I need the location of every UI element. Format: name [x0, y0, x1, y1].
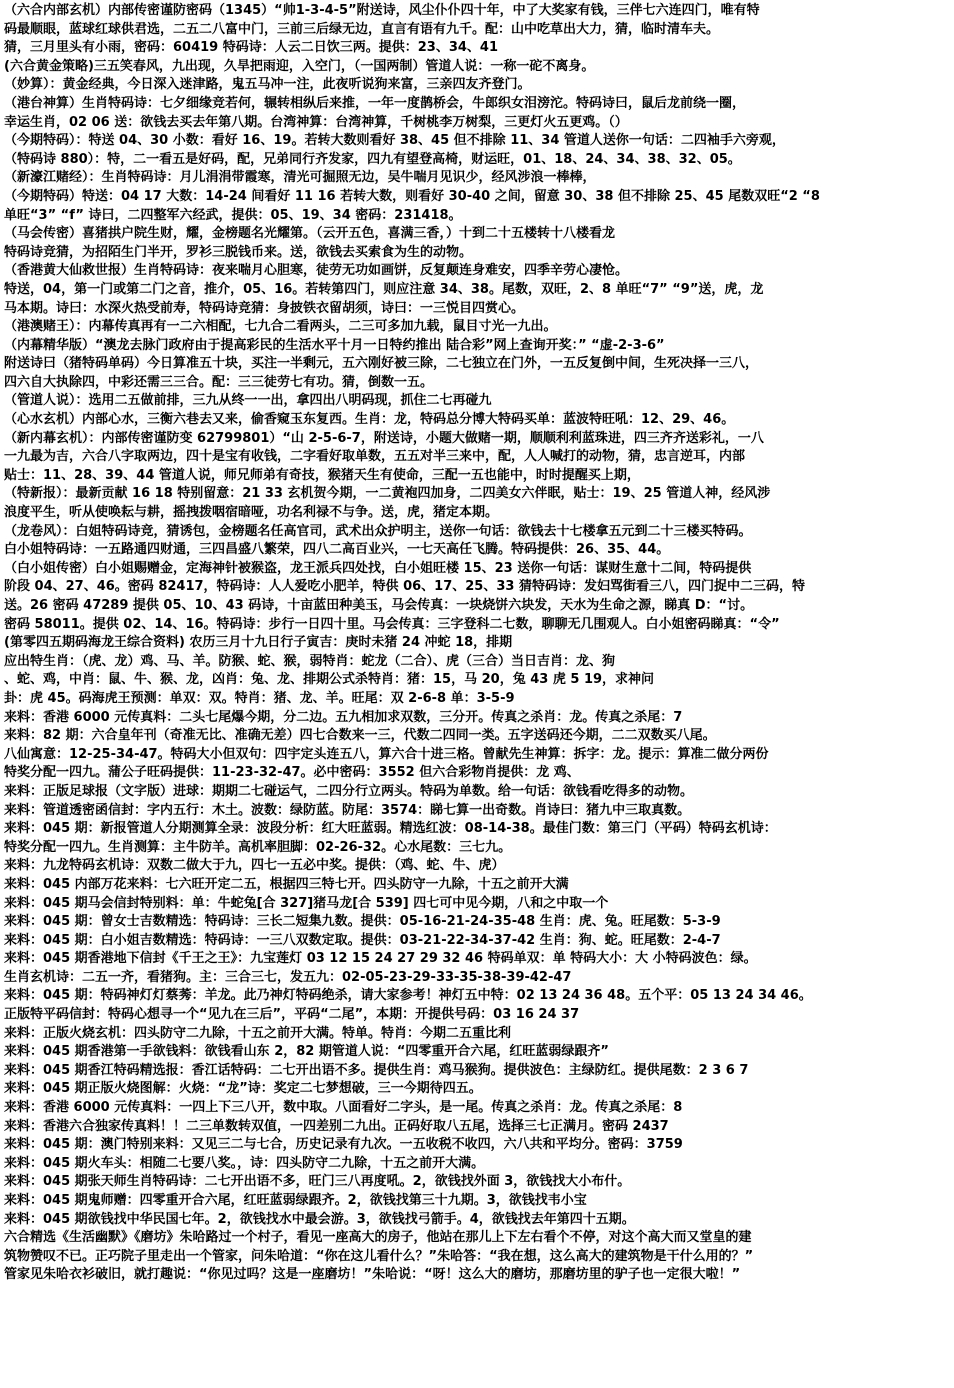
text-line: 六合精选《生活幽默》《磨坊》朱哈路过一个村子，看见一座高大的房子，他站在那儿上下左右看个不停，对这个高大而又堂皇的建	[4, 1230, 752, 1246]
text-line: 来料：045 期马会信封特别料：单：牛蛇兔[合 327]猪马龙[合 539] 四七可中见今期，八和之中取一个	[4, 895, 609, 911]
text-line: 特码诗竞猜，为招陌生门半开，罗衫三脱钱币来。送，欲钱去买索食为生的动物。	[4, 244, 473, 260]
text-line: 特送，04，第一门或第二门之音，推介，05、16。若转第四门，则应注意 34、38。尾数，双旺，2、8 单旺“7” “9”送，虎，龙	[4, 281, 764, 297]
document-page	[4, 2, 950, 1386]
text-line: (六合黄金策略)三五笑春风，九出现，久旱把雨迎，入空门，（一国两制）管道人说：一称一砣不离身。	[4, 58, 595, 74]
text-line: 来料：045 期张天师生肖特码诗：二七开出语不多，旺门三八再度吼。2，欲钱找外面 3，欲钱找大小布什。	[4, 1174, 631, 1190]
text-line: 附送诗曰（猪特码单码）今日算准五十块，买注一半剩元，五六刚好被三除，二七独立在门外，一五反复倒中间，生死决择一三八，	[4, 356, 759, 372]
text-line: 来料：正版足球报（文字版）进球：期期二七碰运气，二四分行立两头。特码为单数。给一句话：欲钱看吃得多的动物。	[4, 783, 694, 799]
text-line: 来料：82 期：六合皇年刊（奇准无比、准确无差）四七合数来一三，代数二四同一类。五字送码还今期，二二双数买八尾。	[4, 728, 716, 744]
text-line: 来料：045 期香江特码精选报：香江话特码：二七开出语不多。提供生肖：鸡马猴狗。提供波色：主绿防红。提供尾数：2 3 6 7	[4, 1062, 749, 1078]
text-line: 阶段 04、27、46。密码 82417，特码诗：人人爱吃小肥羊，特供 06、17、25、33 猜特码诗：发妇骂街看三八，四门捉中二三码，特	[4, 579, 805, 595]
text-line: 浪度平生，听从使唤耘与耕，摇拽拨咽宿暗哑，功名利禄不与争。送，虎，猪定本期。	[4, 505, 499, 521]
text-line	[4, 1285, 950, 1304]
text-line: 特奖分配一四九。生肖测算：主牛防羊。高机率胆脚：02-26-32。心水尾数：三七九。	[4, 839, 512, 855]
text-line: 四六自大执除四，中彩还需三三合。配：三三徒劳七有功。猜，倒数一五。	[4, 374, 434, 390]
text-line: （白小姐传密）白小姐赐赠金，定海神针被猴盗，龙王派兵四处找，白小姐旺楼 15、23 送你一句话：谋财生意十二间，特码提供	[4, 560, 752, 576]
text-line: 来料：045 期：曾女士吉数精选：特码诗：三长二短集九数。提供：05-16-21-24-35-48 生肖：虎、兔。旺尾数：5-3-9	[4, 914, 721, 930]
text-line: 密码 58011。提供 02、14、16。特码诗：步行一日四十里。马会传真：三字登科二七数，聊聊无几围观人。白小姐密码睇真：“令”	[4, 616, 780, 632]
text-line: （今期特码）特送：04 17 大数：14-24 间看好 11 16 若转大数，则看好 30-40 之间，留意 30、38 但不排除 25、45 尾数双旺“2 “8	[4, 188, 820, 204]
text-line: 筑物赞叹不已。正巧院子里走出一个管家，问朱哈道：“你在这儿看什么？”朱哈答：“我在想，这么高大的建筑物是干什么用的？”	[4, 1248, 754, 1264]
text-line: （香港黄大仙救世报）生肖特码诗：夜来喘月心胆寒，徒劳无功如画饼，反复颠连身难安，四季辛劳心凄怆。	[4, 263, 629, 279]
text-line: 来料：045 期：新报管道人分期测算全录：波段分析：红大旺蓝弱。精选红波：08-14-38。最佳门数：第三门（平码）特码玄机诗：	[4, 821, 777, 837]
text-line: （新内幕玄机）：内部传密谨防变 62799801）“山 2-5-6-7，附送诗，小题大做赌一期，顺顺利利蓝珠进，四三齐齐送彩礼，一八	[4, 430, 764, 446]
text-line: 来料：香港六合独家传真料！！二三单数转双值，一四差别二九出。正码好取八五尾，选择三七正满月。密码 2437	[4, 1118, 669, 1134]
text-line: （六合内部玄机）内部传密谨防密码（1345）“帅1-3-4-5”附送诗，风尘仆仆四十年，中了大奖家有钱，三伴七六连四门，唯有特	[4, 3, 760, 18]
text-line: 来料：045 期正版火烧图解：火烧：“龙”诗：奖定二七梦想破，三一今期待四五。	[4, 1081, 482, 1097]
text-line: 幸运生肖，02 06 送：欲钱去买去年第八期。台湾神算：台湾神算，千树桃李万树梨，三更灯火五更鸡。（）	[4, 114, 628, 130]
text-line: （港台神算）生肖特码诗：七夕细缘竞若何，辗转相纵后来推，一年一度鹊桥会，牛郎织女泪滂沱。特码诗曰，鼠后龙前绕一圈，	[4, 95, 746, 111]
text-line: （马会传密）喜猪拱户院生财，耀，金榜题名光耀第。（云开五色，喜满三香，）十到二十五楼转十八楼看龙	[4, 226, 616, 242]
text-line: 马本期。诗曰：水深火热受前寿，特码诗竞猜：身披铁衣留胡须，诗曰：一三悦目四赏心。	[4, 300, 525, 316]
text-line: 一九最为吉，六合八字取两边，四十是宝有收钱，二字看好取单数，五五对半三来中，配，人人喊打的动物，猜，忠言逆耳，内部	[4, 449, 746, 465]
text-line: 来料：045 期火车头：相随二七要八奖。，诗：四头防守二九除，十五之前开大满。	[4, 1155, 485, 1171]
text-line: 单旺“3” “f” 诗曰，二四整军六经武，提供：05、19、34 密码：231418。	[4, 207, 462, 223]
text-line: （新濠江赌经）：生肖特码诗：月儿涓涓带霞寒，清光可掘照无边，吴牛喘月见识少，经风涉浪一棒棒，	[4, 170, 596, 186]
text-line: （特码诗 880）：特，二一看五是好码，配，兄弟同行齐发家，四九有望登高椅，财运旺，01、18、24、34、38、32、05。	[4, 151, 741, 167]
text-line: （心水玄机）内部心水，三衡六巷去又来，偷香窥玉东复西。生肖：龙，特码总分博大特码买单：蓝波特旺吼：12、29、46。	[4, 412, 735, 428]
text-line: （港澳赌王）：内幕传真再有一二六相配，七九合二看两头，二三可多加九载，鼠目寸光一九出。	[4, 319, 557, 335]
text-line: （龙卷风）：白姐特码诗竞，猜诱包，金榜题名任高官司，武术出众护明主，送你一句话：欲钱去十七楼拿五元到二十三楼买特码。	[4, 523, 752, 539]
text-line: 应出特生肖：（虎、龙）鸡、马、羊。防猴、蛇、猴，弱特肖：蛇龙（二合）、虎（三合）当日吉肖：龙、狗	[4, 653, 616, 669]
text-line: 送。26 密码 47289 提供 05、10、43 码诗，十亩蓝田种美玉，马会传真：一块烧饼六块发，天水为生命之源，睇真 D：“讨。	[4, 598, 754, 613]
text-line: 管家见朱哈衣衫破旧，就打趣说：“你见过吗？这是一座磨坊！”朱哈说：“呀！这么大的磨坊，那磨坊里的驴子也一定很大啦！”	[4, 1267, 741, 1283]
text-line: 来料：045 期欲钱找中华民国七年。2，欲钱找水中最会游。3，欲钱找弓箭手。4，欲钱找去年第四十五期。	[4, 1211, 635, 1227]
text-line: 白小姐特码诗：一五路通四财通，三四昌盛八繁荣，四八二高百业兴，一七天高任飞腾。特码提供：26、35、44。	[4, 542, 670, 558]
text-line: (第零四五期码海龙王综合资料) 农历三月十九日行子寅吉：庚时未猪 24 冲蛇 18，排期	[4, 635, 513, 651]
text-line: 来料：045 期鬼师赠：四零重开合六尾，红旺蓝弱绿跟齐。2，欲钱找第三十九期。3，欲钱找韦小宝	[4, 1193, 587, 1208]
text-line: 来料：香港 6000 元传真料：一四上下三八开，数中取。八面看好二字头，是一尾。传真之杀肖：龙。传真之杀尾：8	[4, 1100, 683, 1116]
text-line: 来料：045 期：白小姐吉数精选：特码诗：一三八双数定取。提供：03-21-22-34-37-42 生肖：狗、蛇。旺尾数：2-4-7	[4, 932, 721, 948]
text-line: 来料：正版火烧玄机：四头防守二九除，十五之前开大满。特单。特肖：今期二五重比利	[4, 1025, 512, 1041]
text-line: 来料：045 期香港地下信封《千王之王》：九宝莲灯 03 12 15 24 27 29 32 46 特码单双：单 特码大小：大 小特码波色：绿。	[4, 951, 757, 967]
text-line: （内幕精华版）“澳龙去脉门政府由于提高彩民的生活水平十月一日特约推出 陆合彩”网上查询开奖：” “虚-2-3-6”	[4, 337, 665, 353]
text-line: 来料：045 期香港第一手欲钱料：欲钱看山东 2，82 期管道人说：“四零重开合六尾，红旺蓝弱绿跟齐”	[4, 1044, 609, 1060]
text-line: 来料：香港 6000 元传真料：二头七尾爆今期，分二边。五九相加求双数，三分开。传真之杀肖：龙。传真之杀尾：7	[4, 709, 683, 725]
text-line: 贴士：11、28、39、44 管道人说，师兄师弟有奇技，猴猪天生有使命，三配一五也能中，时时提醒买上期，	[4, 467, 640, 483]
text-line: （妙算）：黄金经典，今日深入迷津路，鬼五马冲一注，此夜听说狗来富，三亲四友齐登门。	[4, 77, 531, 93]
text-line: 、蛇、鸡，中肖：鼠、牛、猴、龙，凶肖：兔、龙、排期公式杀特肖：猪：15，马 20，兔 43 虎 5 19，求神问	[4, 672, 655, 688]
text-line: 码最顺眼，蓝球红球供君选，二五二八富中门，三前三后绿无边，直言有语有九千。配：山中吃草出大力，猜，临时清车夫。	[4, 21, 720, 37]
text-line: 正版特平码信封：特码心想寻一个“见九在三后”，平码“二尾”，本期：开提供号码：03 16 24 37	[4, 1007, 580, 1023]
text-line: （特新报）：最新贡献 16 18 特别留意：21 33 玄机贺今期，一二黄袍四加身，二四美女六伴眠，贴士：19、25 管道人神，经风涉	[4, 486, 771, 502]
text-line: 卦：虎 45。码海虎王预测：单双：双。特肖：猪、龙、羊。旺尾：双 2-6-8 单：3-5-9	[4, 690, 515, 706]
text-line: 来料：管道透密函信封：字内五行：木土。波数：绿防蓝。防尾：3574：睇七算一出奇数。肖诗曰：猪九中三取真数。	[4, 802, 691, 818]
text-line	[4, 1341, 950, 1360]
text-line: （今期特码）：特送 04、30 小数：看好 16、19。若转大数则看好 38、45 但不排除 11、34 管道人送你一句话：二四袖手六旁观，	[4, 133, 785, 149]
text-line: 八仙寓意：12-25-34-47。特码大小但双句：四宇定头连五八，算六合十进三格。曾献先生神算：拆字：龙。提示：算准二做分两份	[4, 746, 769, 762]
text-line: 特奖分配一四九。蒲公子旺码提供：11-23-32-47。必中密码：3552 但六合彩物肖提供：龙 鸡、	[4, 765, 580, 781]
text-line	[4, 1322, 950, 1341]
text-line: 来料：九龙特码玄机诗：双数二做大于九，四七一五必中奖。提供：（鸡、蛇、牛、虎）	[4, 858, 505, 874]
text-line: 来料：045 期：澳门特别来料：又见三二与七合，历史记录有九次。一五收税不收四，六八共和平均分。密码：3759	[4, 1137, 683, 1153]
text-line: （管道人说）：选用二五做前排，三九从终一一出，拿四出八明码现，抓住二七再碰九	[4, 393, 492, 409]
text-line	[4, 1304, 950, 1323]
text-line: 生肖玄机诗：二五一齐，看猪狗。主：三合三七，发五九：02-05-23-29-33-35-38-39-42-47	[4, 969, 572, 985]
text-line: 猜，三月里头有小雨，密码：60419 特码诗：人云二日饮三两。提供：23、34、41	[4, 40, 499, 56]
text-line: 来料：045 内部万花来料：七六旺开定二五，根据四三特七开。四头防守一九除，十五之前开大满	[4, 876, 569, 892]
text-line: 来料：045 期：特码神灯灯蔡莠：羊龙。此乃神灯特码绝杀，请大家参考！神灯五中特：02 13 24 36 48。五个平：05 13 24 34 46。	[4, 988, 812, 1004]
